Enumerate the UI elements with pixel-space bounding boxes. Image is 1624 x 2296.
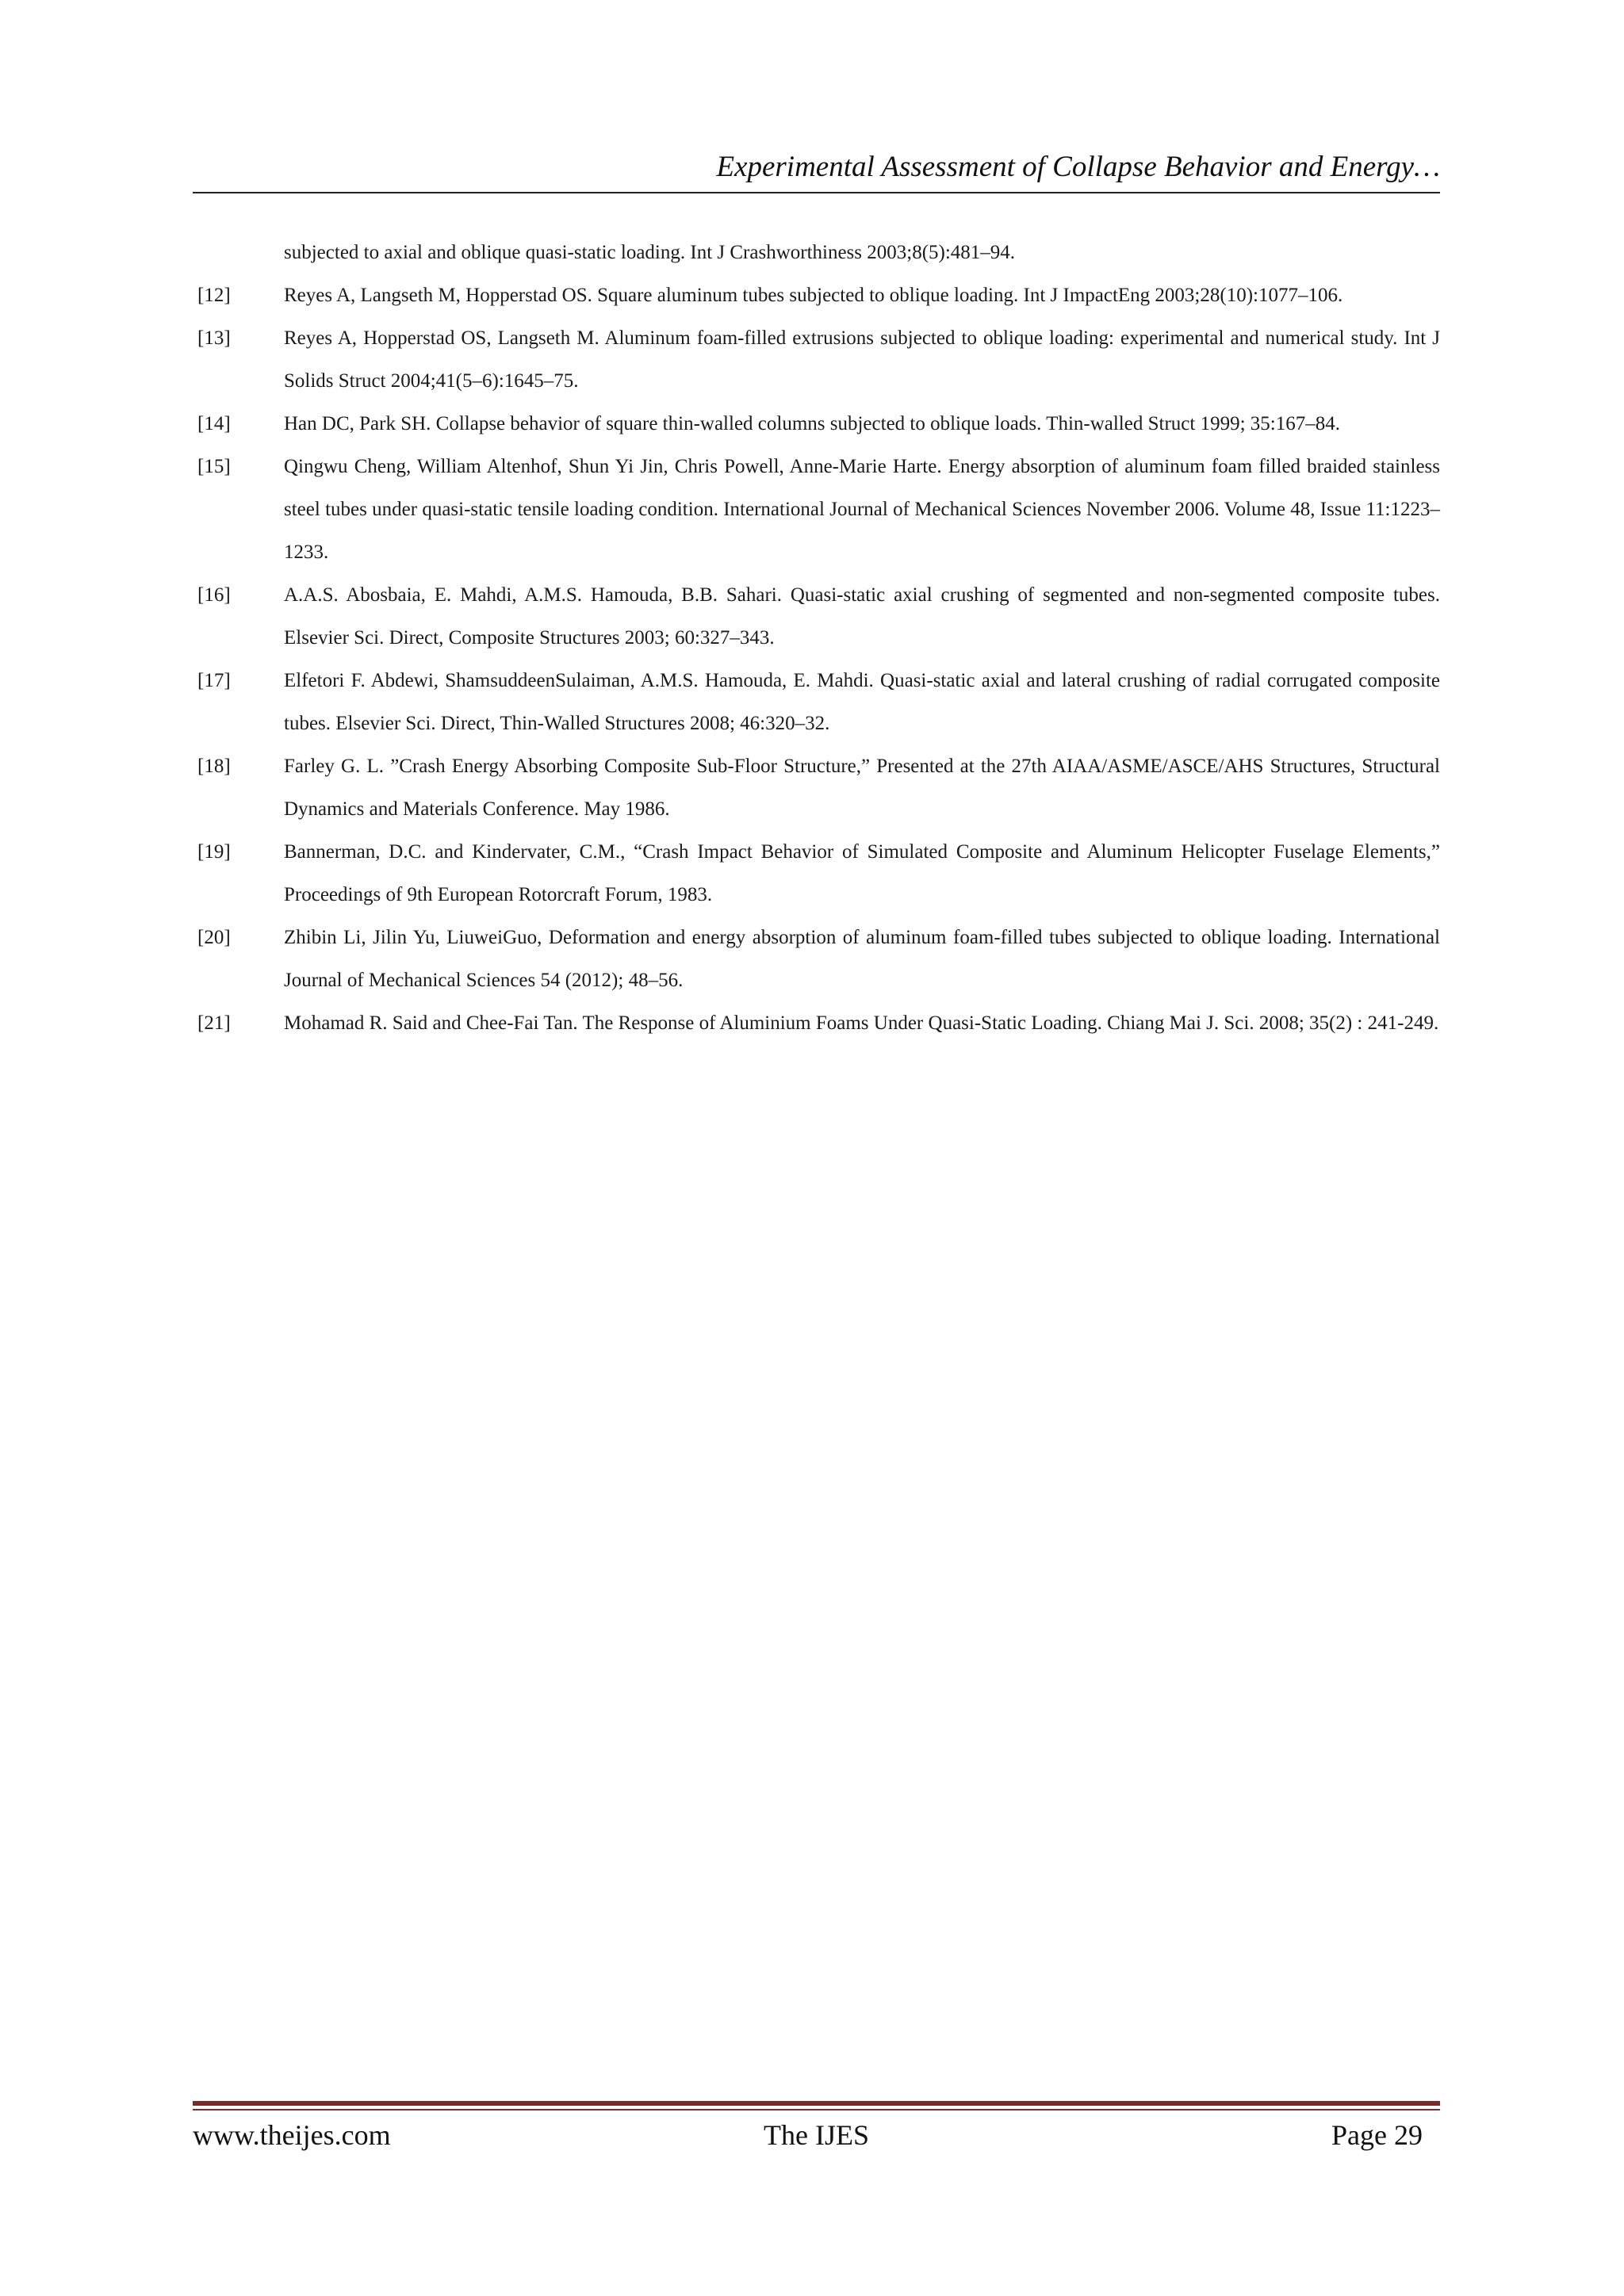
reference-number: [12] [197,285,231,306]
reference-number: [13] [197,327,231,349]
reference-number: [14] [197,413,231,434]
header-rule [193,192,1440,193]
running-header: Experimental Assessment of Collapse Behavior and Energy… [716,151,1440,183]
footer-website-link[interactable]: www.theijes.com [193,2119,391,2151]
reference-number: [21] [197,1012,231,1034]
reference-text: Han DC, Park SH. Collapse behavior of square thin-walled columns subjected to oblique loads. Thin-walled Struct 1999; 35:167–84. [284,413,1340,434]
reference-item [193,317,1440,403]
reference-item [193,1002,1440,1045]
reference-text: subjected to axial and oblique quasi-static loading. Int J Crashworthiness 2003;8(5):481–94. [284,242,1016,263]
reference-item [193,745,1440,831]
reference-item [193,274,1440,317]
reference-item [193,403,1440,446]
reference-number: [19] [197,841,231,863]
reference-number: [16] [197,584,231,606]
reference-text: Reyes A, Hopperstad OS, Langseth M. Aluminum foam-filled extrusions subjected to oblique loading: experimental and numerical study. Int J Solids Struct 2004;41(5–6):1645–75. [284,327,1440,392]
reference-item [193,446,1440,574]
footer-rule [193,2101,1440,2106]
reference-item [193,574,1440,660]
reference-text: Zhibin Li, Jilin Yu, LiuweiGuo, Deformation and energy absorption of aluminum foam-filled tubes subjected to oblique loading. International Journal of Mechanical Sciences 54 (2012); 48–56. [284,927,1440,991]
reference-number: [18] [197,756,231,777]
footer-rule-thin [193,2109,1440,2110]
reference-list [193,232,1440,1045]
page-footer [193,2115,1440,2155]
reference-item [193,916,1440,1002]
footer-journal-name: The IJES [764,2119,869,2151]
reference-item [193,660,1440,745]
reference-text: Elfetori F. Abdewi, ShamsuddeenSulaiman, A.M.S. Hamouda, E. Mahdi. Quasi-static axial and lateral crushing of radial corrugated composite tubes. Elsevier Sci. Direct, Thin-Walled Structures 2008; 46:320–32. [284,670,1440,734]
reference-text: A.A.S. Abosbaia, E. Mahdi, A.M.S. Hamouda, B.B. Sahari. Quasi-static axial crushing of segmented and non-segmented composite tubes. Elsevier Sci. Direct, Composite Structures 2003; 60:327–343. [284,584,1440,649]
reference-number: [20] [197,927,231,948]
reference-item [193,831,1440,916]
reference-text: Bannerman, D.C. and Kindervater, C.M., “Crash Impact Behavior of Simulated Composite and Aluminum Helicopter Fuselage Elements,” Proceedings of 9th European Rotorcraft Forum, 1983. [284,841,1440,905]
reference-number: [15] [197,456,231,477]
reference-text: Farley G. L. ”Crash Energy Absorbing Composite Sub-Floor Structure,” Presented at the 27th AIAA/ASME/ASCE/AHS Structures, Structural Dynamics and Materials Conference. May 1986. [284,756,1440,820]
reference-number: [17] [197,670,231,691]
reference-text: Qingwu Cheng, William Altenhof, Shun Yi Jin, Chris Powell, Anne-Marie Harte. Energy absorption of aluminum foam filled braided stainless steel tubes under quasi-static tensile loading condition. International Journal of Mechanical Sciences November 2006. Volume 48, Issue 11:1223–1233. [284,456,1440,563]
reference-text: Mohamad R. Said and Chee-Fai Tan. The Response of Aluminium Foams Under Quasi-Static Loading. Chiang Mai J. Sci. 2008; 35(2) : 241-249. [284,1012,1439,1034]
reference-text: Reyes A, Langseth M, Hopperstad OS. Square aluminum tubes subjected to oblique loading. Int J ImpactEng 2003;28(10):1077–106. [284,285,1343,306]
reference-item [193,232,1440,274]
footer-page-number: Page 29 [1331,2119,1423,2151]
